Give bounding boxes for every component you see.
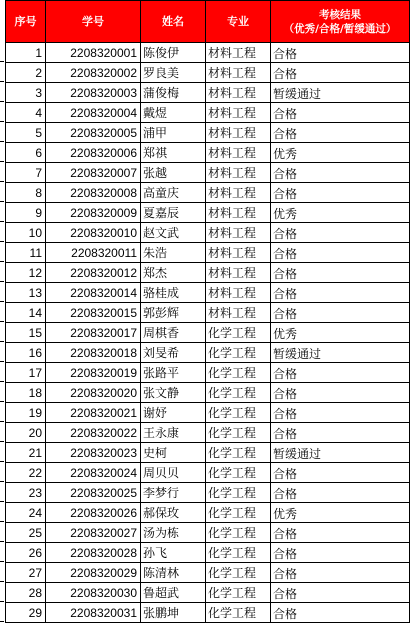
table-row	[6, 603, 410, 623]
cell-major[interactable]: 化学工程	[206, 443, 271, 463]
cell-student-id[interactable]: 2208320019	[46, 363, 141, 383]
cell-name[interactable]: 张鹏坤	[141, 603, 206, 623]
cell-no[interactable]: 10	[6, 223, 46, 243]
assessment-table	[5, 0, 410, 623]
row-tick	[0, 621, 4, 622]
table-row	[6, 83, 410, 103]
cell-no[interactable]: 4	[6, 103, 46, 123]
cell-student-id[interactable]: 2208320005	[46, 123, 141, 143]
cell-no[interactable]: 25	[6, 523, 46, 543]
row-tick	[0, 101, 4, 102]
table-row	[6, 323, 410, 343]
table-row	[6, 503, 410, 523]
cell-major[interactable]: 化学工程	[206, 543, 271, 563]
header-row	[6, 1, 410, 43]
cell-name[interactable]: 浦甲	[141, 123, 206, 143]
table-row	[6, 203, 410, 223]
table-row	[6, 283, 410, 303]
row-tick	[0, 341, 4, 342]
row-tick	[0, 501, 4, 502]
table-row	[6, 103, 410, 123]
cell-student-id[interactable]: 2208320007	[46, 163, 141, 183]
cell-major[interactable]: 材料工程	[206, 63, 271, 83]
cell-major[interactable]: 化学工程	[206, 343, 271, 363]
cell-name[interactable]: 史柯	[141, 443, 206, 463]
row-tick	[0, 161, 4, 162]
cell-major[interactable]: 化学工程	[206, 423, 271, 443]
cell-name[interactable]: 赵文武	[141, 223, 206, 243]
cell-no[interactable]: 5	[6, 123, 46, 143]
row-tick	[0, 401, 4, 402]
row-tick	[0, 481, 4, 482]
cell-major[interactable]: 材料工程	[206, 123, 271, 143]
cell-no[interactable]: 28	[6, 583, 46, 603]
table-row	[6, 543, 410, 563]
cell-major[interactable]: 材料工程	[206, 303, 271, 323]
cell-no[interactable]: 13	[6, 283, 46, 303]
table-row	[6, 223, 410, 243]
row-tick	[0, 601, 4, 602]
cell-name[interactable]: 李梦行	[141, 483, 206, 503]
cell-name[interactable]: 王永康	[141, 423, 206, 443]
row-tick	[0, 61, 4, 62]
cell-result[interactable]: 优秀	[271, 143, 410, 163]
cell-major[interactable]: 材料工程	[206, 143, 271, 163]
cell-major[interactable]: 化学工程	[206, 323, 271, 343]
cell-student-id[interactable]: 2208320015	[46, 303, 141, 323]
cell-name[interactable]: 周贝贝	[141, 463, 206, 483]
cell-no[interactable]: 27	[6, 563, 46, 583]
row-tick	[0, 581, 4, 582]
cell-name[interactable]: 陈俊伊	[141, 43, 206, 63]
cell-major[interactable]: 化学工程	[206, 383, 271, 403]
cell-student-id[interactable]: 2208320020	[46, 383, 141, 403]
header-major[interactable]: 专业	[206, 1, 271, 43]
cell-name[interactable]: 郭彭辉	[141, 303, 206, 323]
cell-major[interactable]: 化学工程	[206, 523, 271, 543]
cell-major[interactable]: 化学工程	[206, 483, 271, 503]
cell-name[interactable]: 刘旻希	[141, 343, 206, 363]
cell-major[interactable]: 材料工程	[206, 163, 271, 183]
cell-name[interactable]: 夏嘉辰	[141, 203, 206, 223]
cell-student-id[interactable]: 2208320025	[46, 483, 141, 503]
cell-no[interactable]: 17	[6, 363, 46, 383]
cell-major[interactable]: 材料工程	[206, 83, 271, 103]
cell-result[interactable]: 优秀	[271, 503, 410, 523]
cell-result[interactable]: 暂缓通过	[271, 443, 410, 463]
row-tick	[0, 141, 4, 142]
cell-no[interactable]: 11	[6, 243, 46, 263]
cell-student-id[interactable]: 2208320011	[46, 243, 141, 263]
cell-no[interactable]: 29	[6, 603, 46, 623]
row-tick	[0, 81, 4, 82]
cell-result[interactable]: 暂缓通过	[271, 83, 410, 103]
cell-result[interactable]: 合格	[271, 423, 410, 443]
cell-name[interactable]: 汤为栋	[141, 523, 206, 543]
cell-result[interactable]: 优秀	[271, 323, 410, 343]
cell-major[interactable]: 化学工程	[206, 363, 271, 383]
cell-result[interactable]: 优秀	[271, 203, 410, 223]
row-tick	[0, 121, 4, 122]
cell-student-id[interactable]: 2208320029	[46, 563, 141, 583]
row-tick	[0, 541, 4, 542]
cell-result[interactable]: 合格	[271, 483, 410, 503]
cell-no[interactable]: 21	[6, 443, 46, 463]
row-tick	[0, 201, 4, 202]
cell-major[interactable]: 材料工程	[206, 203, 271, 223]
cell-result[interactable]: 合格	[271, 523, 410, 543]
cell-student-id[interactable]: 2208320027	[46, 523, 141, 543]
cell-name[interactable]: 郑祺	[141, 143, 206, 163]
cell-name[interactable]: 张越	[141, 163, 206, 183]
header-no[interactable]: 序号	[6, 1, 46, 43]
table-row	[6, 563, 410, 583]
cell-student-id[interactable]: 2208320022	[46, 423, 141, 443]
table-row	[6, 423, 410, 443]
cell-no[interactable]: 2	[6, 63, 46, 83]
table-row	[6, 583, 410, 603]
cell-major[interactable]: 化学工程	[206, 603, 271, 623]
header-result-title: 考核结果	[319, 8, 361, 21]
row-tick	[0, 181, 4, 182]
table-row	[6, 303, 410, 323]
cell-result[interactable]: 合格	[271, 283, 410, 303]
cell-result[interactable]: 合格	[271, 103, 410, 123]
cell-name[interactable]: 高童庆	[141, 183, 206, 203]
cell-name[interactable]: 罗良美	[141, 63, 206, 83]
table-row	[6, 383, 410, 403]
cell-no[interactable]: 7	[6, 163, 46, 183]
cell-major[interactable]: 化学工程	[206, 583, 271, 603]
cell-major[interactable]: 化学工程	[206, 463, 271, 483]
cell-name[interactable]: 鲁超武	[141, 583, 206, 603]
cell-no[interactable]: 9	[6, 203, 46, 223]
cell-name[interactable]: 蒲俊梅	[141, 83, 206, 103]
cell-major[interactable]: 材料工程	[206, 243, 271, 263]
table-row	[6, 183, 410, 203]
cell-no[interactable]: 20	[6, 423, 46, 443]
row-tick	[0, 281, 4, 282]
cell-student-id[interactable]: 2208320012	[46, 263, 141, 283]
cell-student-id[interactable]: 2208320024	[46, 463, 141, 483]
cell-name[interactable]: 戴煜	[141, 103, 206, 123]
cell-student-id[interactable]: 2208320001	[46, 43, 141, 63]
cell-name[interactable]: 骆桂成	[141, 283, 206, 303]
cell-result[interactable]: 合格	[271, 123, 410, 143]
cell-result[interactable]: 合格	[271, 563, 410, 583]
cell-no[interactable]: 18	[6, 383, 46, 403]
cell-student-id[interactable]: 2208320003	[46, 83, 141, 103]
header-result[interactable]	[271, 1, 410, 43]
cell-major[interactable]: 材料工程	[206, 103, 271, 123]
table-row	[6, 343, 410, 363]
cell-no[interactable]: 24	[6, 503, 46, 523]
cell-major[interactable]: 材料工程	[206, 43, 271, 63]
cell-result[interactable]: 合格	[271, 303, 410, 323]
cell-no[interactable]: 6	[6, 143, 46, 163]
cell-student-id[interactable]: 2208320009	[46, 203, 141, 223]
cell-result[interactable]: 合格	[271, 263, 410, 283]
row-tick	[0, 561, 4, 562]
cell-name[interactable]: 谢妤	[141, 403, 206, 423]
cell-name[interactable]: 朱浩	[141, 243, 206, 263]
cell-student-id[interactable]: 2208320026	[46, 503, 141, 523]
table-row	[6, 123, 410, 143]
row-tick	[0, 361, 4, 362]
row-tick	[0, 521, 4, 522]
cell-student-id[interactable]: 2208320028	[46, 543, 141, 563]
table-row	[6, 403, 410, 423]
table-row	[6, 43, 410, 63]
table-row	[6, 363, 410, 383]
cell-result[interactable]: 合格	[271, 543, 410, 563]
row-tick	[0, 301, 4, 302]
header-name[interactable]: 姓名	[141, 1, 206, 43]
cell-no[interactable]: 19	[6, 403, 46, 423]
row-tick	[0, 421, 4, 422]
table-row	[6, 443, 410, 463]
cell-result[interactable]: 合格	[271, 43, 410, 63]
cell-no[interactable]: 1	[6, 43, 46, 63]
table-row	[6, 163, 410, 183]
cell-result[interactable]: 合格	[271, 183, 410, 203]
table-row	[6, 63, 410, 83]
cell-no[interactable]: 23	[6, 483, 46, 503]
cell-student-id[interactable]: 2208320004	[46, 103, 141, 123]
cell-name[interactable]: 孙飞	[141, 543, 206, 563]
row-tick	[0, 241, 4, 242]
cell-student-id[interactable]: 2208320018	[46, 343, 141, 363]
cell-result[interactable]: 合格	[271, 583, 410, 603]
cell-no[interactable]: 14	[6, 303, 46, 323]
cell-name[interactable]: 郝保玫	[141, 503, 206, 523]
cell-no[interactable]: 22	[6, 463, 46, 483]
cell-student-id[interactable]: 2208320021	[46, 403, 141, 423]
cell-result[interactable]: 合格	[271, 243, 410, 263]
cell-student-id[interactable]: 2208320010	[46, 223, 141, 243]
header-student-id[interactable]: 学号	[46, 1, 141, 43]
cell-no[interactable]: 26	[6, 543, 46, 563]
row-tick	[0, 441, 4, 442]
cell-major[interactable]: 化学工程	[206, 403, 271, 423]
cell-no[interactable]: 8	[6, 183, 46, 203]
cell-student-id[interactable]: 2208320030	[46, 583, 141, 603]
cell-no[interactable]: 12	[6, 263, 46, 283]
cell-student-id[interactable]: 2208320014	[46, 283, 141, 303]
cell-result[interactable]: 合格	[271, 163, 410, 183]
table-row	[6, 483, 410, 503]
cell-name[interactable]: 张路平	[141, 363, 206, 383]
cell-major[interactable]: 材料工程	[206, 223, 271, 243]
row-tick	[0, 321, 4, 322]
table-row	[6, 523, 410, 543]
cell-student-id[interactable]: 2208320031	[46, 603, 141, 623]
cell-student-id[interactable]: 2208320023	[46, 443, 141, 463]
cell-name[interactable]: 周棋香	[141, 323, 206, 343]
cell-major[interactable]: 材料工程	[206, 263, 271, 283]
cell-result[interactable]: 合格	[271, 603, 410, 623]
cell-major[interactable]: 化学工程	[206, 503, 271, 523]
cell-no[interactable]: 3	[6, 83, 46, 103]
cell-major[interactable]: 材料工程	[206, 183, 271, 203]
row-tick	[0, 261, 4, 262]
table-body	[6, 43, 410, 623]
cell-student-id[interactable]: 2208320008	[46, 183, 141, 203]
row-tick	[0, 221, 4, 222]
cell-result[interactable]: 合格	[271, 383, 410, 403]
cell-no[interactable]: 16	[6, 343, 46, 363]
cell-major[interactable]: 材料工程	[206, 283, 271, 303]
cell-name[interactable]: 郑杰	[141, 263, 206, 283]
table-row	[6, 463, 410, 483]
cell-name[interactable]: 张文静	[141, 383, 206, 403]
cell-result[interactable]: 合格	[271, 223, 410, 243]
cell-no[interactable]: 15	[6, 323, 46, 343]
row-tick	[0, 381, 4, 382]
table-row	[6, 263, 410, 283]
cell-result[interactable]: 暂缓通过	[271, 343, 410, 363]
table-row	[6, 243, 410, 263]
cell-result[interactable]: 合格	[271, 403, 410, 423]
header-result-options: （优秀/合格/暂缓通过）	[283, 22, 397, 35]
cell-student-id[interactable]: 2208320017	[46, 323, 141, 343]
cell-major[interactable]: 化学工程	[206, 563, 271, 583]
table-row	[6, 143, 410, 163]
cell-name[interactable]: 陈清林	[141, 563, 206, 583]
cell-student-id[interactable]: 2208320006	[46, 143, 141, 163]
cell-result[interactable]: 合格	[271, 363, 410, 383]
cell-result[interactable]: 合格	[271, 63, 410, 83]
row-tick	[0, 461, 4, 462]
cell-result[interactable]: 合格	[271, 463, 410, 483]
cell-student-id[interactable]: 2208320002	[46, 63, 141, 83]
